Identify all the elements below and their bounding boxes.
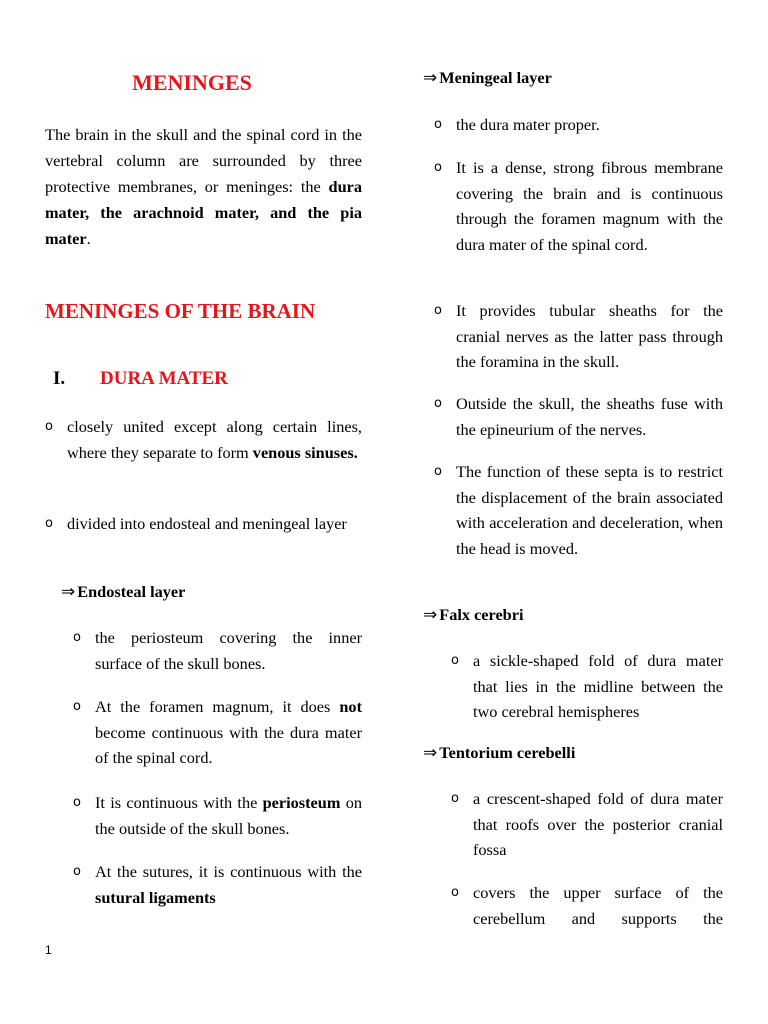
list-item-text: It is continuous with the bbox=[95, 793, 263, 812]
list-item-text-after: become continuous with the dura mater of the spinal cord. bbox=[95, 722, 362, 767]
subsection-heading: DURA MATER bbox=[100, 368, 228, 389]
list-item-text-after: on the outside of the skull bones. bbox=[95, 793, 362, 838]
page-title: MENINGES bbox=[132, 70, 252, 95]
list-item-bold: periosteum bbox=[262, 793, 341, 812]
list-item-text: At the foramen magnum, it does bbox=[95, 697, 340, 716]
arrow-icon: ⇒ bbox=[423, 68, 438, 88]
intro-bold-text: dura mater, the arachnoid mater, and the pia mater bbox=[45, 177, 362, 248]
bullet-marker: o bbox=[434, 117, 442, 132]
endosteal-heading bbox=[61, 582, 185, 602]
bullet-marker: o bbox=[434, 160, 442, 175]
bullet-marker: o bbox=[45, 516, 53, 531]
list-item bbox=[434, 391, 723, 442]
bullet-marker: o bbox=[73, 630, 81, 645]
list-item bbox=[434, 112, 723, 138]
page-number: 1 bbox=[45, 943, 52, 957]
list-item bbox=[45, 511, 362, 537]
intro-paragraph bbox=[45, 122, 362, 252]
meningeal-heading-label: Meningeal layer bbox=[439, 68, 552, 87]
list-item-text: the periosteum covering the inner surface of the skull bones. bbox=[95, 628, 362, 673]
bullet-marker: o bbox=[434, 396, 442, 411]
list-item-text: covers the upper surface of the cerebellum and supports the bbox=[473, 883, 723, 928]
list-item bbox=[434, 155, 723, 257]
list-item-bold: sutural ligaments bbox=[95, 887, 216, 907]
falx-heading bbox=[423, 605, 524, 625]
list-item bbox=[45, 414, 362, 465]
endosteal-heading-label: Endosteal layer bbox=[77, 582, 186, 601]
list-item bbox=[73, 790, 362, 841]
arrow-icon: ⇒ bbox=[423, 743, 438, 763]
arrow-icon: ⇒ bbox=[423, 605, 438, 625]
list-item-text: closely united except along certain lines, where they separate to form bbox=[67, 417, 362, 462]
list-item-text: divided into endosteal and meningeal layer bbox=[67, 514, 347, 533]
list-item-text: a sickle-shaped fold of dura mater that lies in the midline between the two cerebral hemispheres bbox=[473, 651, 723, 721]
list-item bbox=[73, 625, 362, 676]
bullet-marker: o bbox=[434, 464, 442, 479]
falx-heading-label: Falx cerebri bbox=[439, 605, 524, 624]
list-item-text: It provides tubular sheaths for the cranial nerves as the latter pass through the foramina in the skull. bbox=[456, 301, 723, 371]
intro-text: The brain in the skull and the spinal cord in the vertebral column are surrounded by three protective membranes, or meninges: the bbox=[45, 125, 362, 196]
section-heading: MENINGES OF THE BRAIN bbox=[45, 299, 316, 323]
tentorium-heading-label: Tentorium cerebelli bbox=[439, 743, 576, 762]
subsection-number: I. bbox=[53, 368, 66, 389]
list-item bbox=[73, 859, 362, 910]
arrow-icon: ⇒ bbox=[61, 582, 76, 602]
list-item bbox=[451, 880, 723, 931]
list-item bbox=[451, 786, 723, 863]
bullet-marker: o bbox=[451, 791, 459, 806]
list-item-text: the dura mater proper. bbox=[456, 115, 600, 134]
list-item bbox=[434, 459, 723, 561]
bullet-marker: o bbox=[451, 885, 459, 900]
list-item-text: It is a dense, strong fibrous membrane covering the brain and is continuous through the foramen magnum with the dura mater of the spinal cord. bbox=[456, 158, 723, 254]
list-item-text: The function of these septa is to restrict the displacement of the brain associated with acceleration and deceleration, when the head is moved. bbox=[456, 462, 723, 558]
bullet-marker: o bbox=[73, 699, 81, 714]
bullet-marker: o bbox=[73, 795, 81, 810]
bullet-marker: o bbox=[451, 653, 459, 668]
bullet-marker: o bbox=[73, 864, 81, 879]
list-item-bold: not bbox=[339, 697, 362, 716]
list-item-text: Outside the skull, the sheaths fuse with the epineurium of the nerves. bbox=[456, 394, 723, 439]
meningeal-heading bbox=[423, 68, 552, 88]
tentorium-heading bbox=[423, 743, 575, 763]
list-item-bold: venous sinuses. bbox=[252, 442, 358, 462]
bullet-marker: o bbox=[45, 419, 53, 434]
list-item-text: At the sutures, it is continuous with the bbox=[95, 862, 362, 881]
list-item-text: a crescent-shaped fold of dura mater that roofs over the posterior cranial fossa bbox=[473, 789, 723, 859]
list-item bbox=[73, 694, 362, 771]
bullet-marker: o bbox=[434, 303, 442, 318]
list-item bbox=[434, 298, 723, 375]
list-item bbox=[451, 648, 723, 725]
intro-text-end: . bbox=[86, 229, 91, 248]
